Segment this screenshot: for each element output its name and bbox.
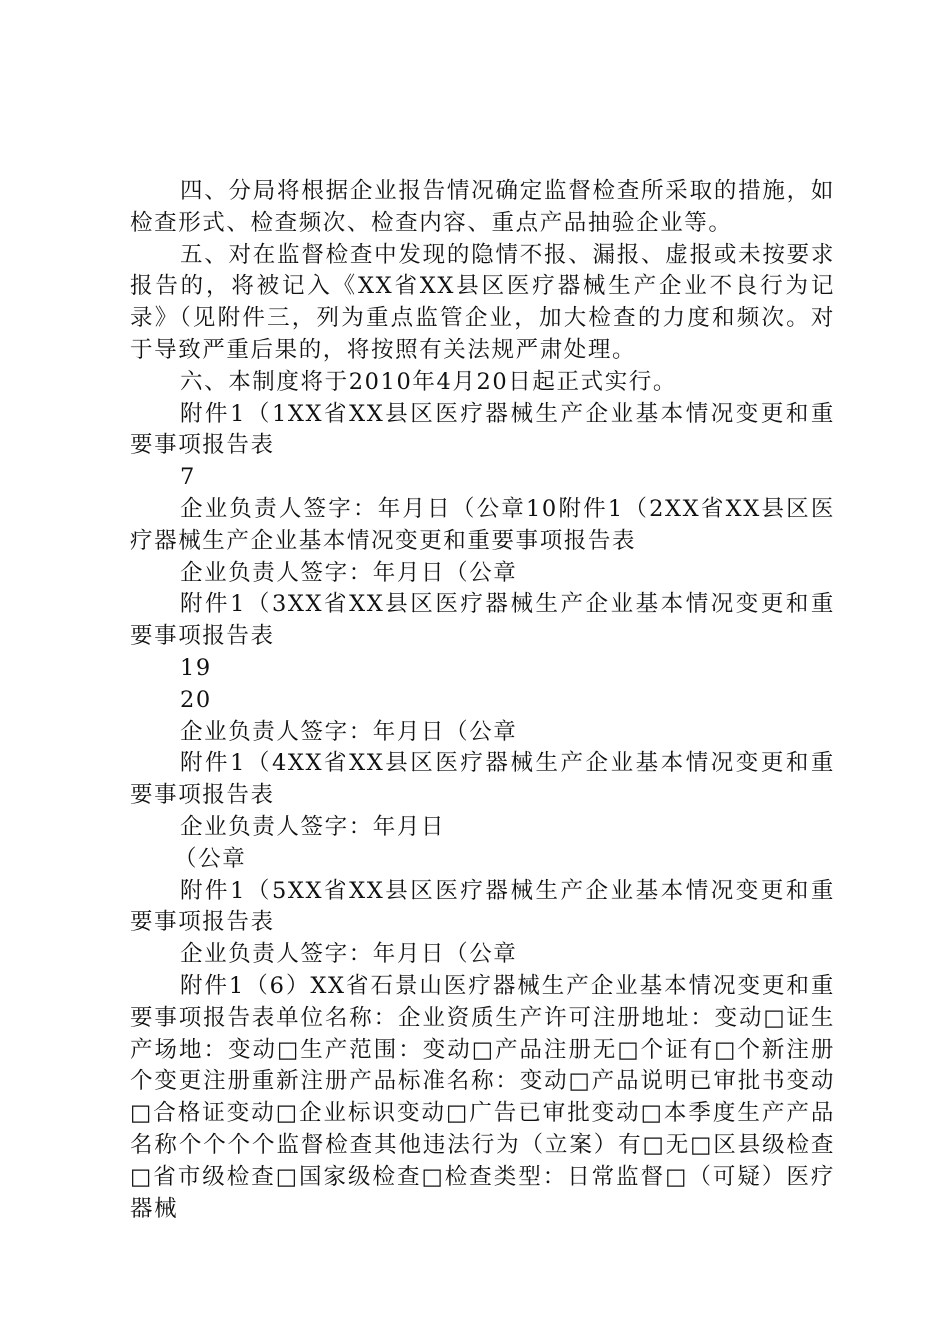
signature-line: 企业负责人签字：年月日 <box>180 813 446 840</box>
signature-line-attachment-1-2: 企业负责人签字：年月日（公章10附件1（2XX省XX县区医疗器械生产企业基本情况变更和重要事项报告表 <box>130 495 835 554</box>
attachment-1-3-title: 附件1（3XX省XX县区医疗器械生产企业基本情况变更和重要事项报告表 <box>130 591 835 650</box>
page-number: 7 <box>180 464 196 491</box>
attachment-1-6-form-text: 附件1（6）XX省石景山医疗器械生产企业基本情况变更和重要事项报告表单位名称：企业资质生产许可注册地址：变动□证生产场地：变动□生产范围：变动□产品注册无□个证有□个新注册个变更注册重新注册产品标准名称：变动□产品说明已审批书变动□合格证变动□企业标识变动□广告已审批变动□本季度生产产品名称个个个个监督检查其他违法行为（立案）有□无□区县级检查□省市级检查□国家级检查□检查类型：日常监督□（可疑）医疗器械 <box>130 972 835 1222</box>
seal-label: （公章 <box>174 845 247 872</box>
page-number: 20 <box>180 686 212 713</box>
signature-line: 企业负责人签字：年月日（公章 <box>180 941 518 968</box>
paragraph-effective-date: 六、本制度将于2010年4月20日起正式实行。 <box>180 368 678 395</box>
paragraph-measures: 四、分局将根据企业报告情况确定监督检查所采取的措施，如检查形式、检查频次、检查内容、重点产品抽验企业等。 <box>130 178 835 236</box>
page-number: 19 <box>180 654 212 681</box>
attachment-1-5-title: 附件1（5XX省XX县区医疗器械生产企业基本情况变更和重要事项报告表 <box>130 877 835 936</box>
signature-line: 企业负责人签字：年月日（公章 <box>180 559 518 586</box>
document-body <box>130 176 835 1225</box>
signature-line: 企业负责人签字：年月日（公章 <box>180 718 518 745</box>
attachment-1-4-title: 附件1（4XX省XX县区医疗器械生产企业基本情况变更和重要事项报告表 <box>130 750 835 809</box>
paragraph-penalties: 五、对在监督检查中发现的隐情不报、漏报、虚报或未按要求报告的，将被记入《XX省XX县区医疗器械生产企业不良行为记录》（见附件三，列为重点监管企业，加大检查的力度和频次。对于导致严重后果的，将按照有关法规严肃处理。 <box>130 241 835 363</box>
attachment-1-1-title: 附件1（1XX省XX县区医疗器械生产企业基本情况变更和重要事项报告表 <box>130 400 835 459</box>
